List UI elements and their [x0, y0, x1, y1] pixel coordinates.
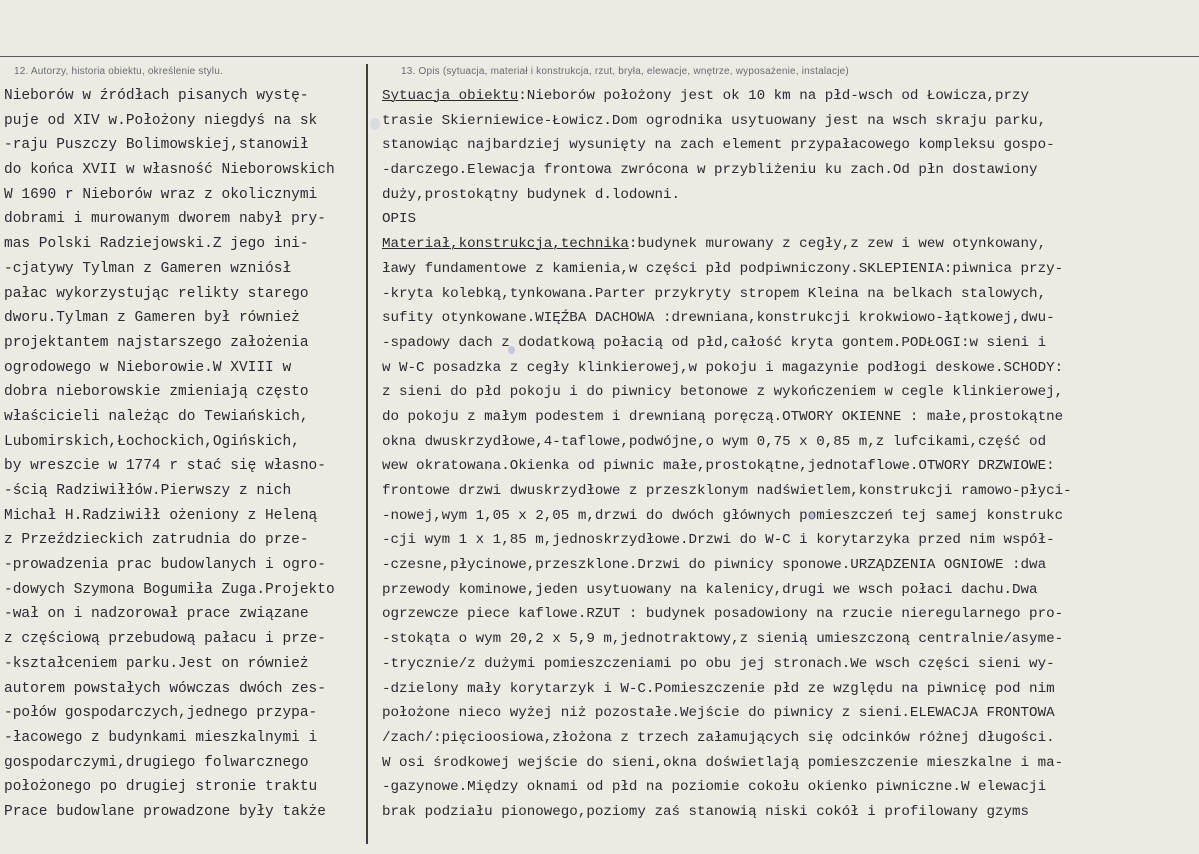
- text-line: [382, 109, 1072, 134]
- text-line: [382, 430, 1072, 455]
- text-line: z Przeździeckich zatrudnia do prze-: [4, 532, 309, 549]
- text-line: -prowadzenia prac budowlanych i ogro-: [4, 557, 326, 574]
- text-line: [382, 232, 1072, 257]
- text-line: [382, 133, 1072, 158]
- text-line: [382, 578, 1072, 603]
- text-line: -ścią Radziwiłłów.Pierwszy z nich: [4, 483, 292, 499]
- left-column-header: 12. Autorzy, historia obiektu, określenie stylu.: [14, 66, 223, 77]
- line-text: :Nieborów położony jest ok 10 km na płd-wsch od Łowicza,przy: [518, 88, 1030, 104]
- text-line: gospodarczymi,drugiego folwarcznego: [4, 754, 309, 771]
- line-text: :budynek murowany z cegły,z zew i wew otynkowany,: [628, 236, 1047, 253]
- text-line: -dowych Szymona Bogumiła Zuga.Projekto: [4, 581, 335, 598]
- text-line: mas Polski Radziejowski.Z jego ini-: [4, 236, 309, 253]
- line-text: -trycznie/z dużymi pomieszczeniami po obu jej stronach.We wsch części sieni wy-: [382, 655, 1055, 672]
- line-text: -czesne,płycinowe,przeszklone.Drzwi do piwnicy sponowe.URZĄDZENIA OGNIOWE :dwa: [382, 557, 1047, 574]
- text-line: W 1690 r Nieborów wraz z okolicznymi: [4, 186, 318, 203]
- text-line: [382, 183, 1072, 208]
- text-line: autorem powstałych wówczas dwóch zes-: [4, 680, 326, 697]
- line-text: ogrzewcze piece kaflowe.RZUT : budynek posadowiony na rzucie nieregularnego pro-: [382, 606, 1064, 623]
- history-text-column: [4, 84, 335, 825]
- line-text: -gazynowe.Między oknami od płd na poziomie cokołu okienko piwniczne.W elewacji: [382, 779, 1047, 796]
- text-line: [382, 454, 1072, 479]
- line-text: stanowiąc najbardziej wysunięty na zach element przypałacowego kompleksu gospo-: [382, 137, 1055, 154]
- text-line: Prace budowlane prowadzone były także: [4, 803, 326, 820]
- text-line: puje od XIV w.Położony niegdyś na sk: [4, 112, 318, 129]
- text-line: Nieborów w źródłach pisanych wystę-: [4, 88, 309, 104]
- text-line: [382, 751, 1072, 776]
- line-text: przewody kominowe,jeden usytuowany na kalenicy,drugi we wsch połaci dachu.Dwa: [382, 581, 1038, 598]
- text-line: ogrodowego w Nieborowie.W XVIII w: [4, 359, 292, 376]
- ink-blot: [808, 512, 815, 520]
- line-text: frontowe drzwi dwuskrzydłowe z przeszklonym nadświetlem,konstrukcji ramowo-płyci-: [382, 483, 1072, 499]
- line-text: do pokoju z małym podestem i drewnianą poręczą.OTWORY OKIENNE : małe,prostokątne: [382, 408, 1064, 425]
- text-line: [382, 282, 1072, 307]
- text-line: [382, 356, 1072, 381]
- text-line: projektantem najstarszego założenia: [4, 334, 309, 351]
- text-line: [382, 331, 1072, 356]
- line-text: OPIS: [382, 211, 417, 228]
- line-text: brak podziału pionowego,poziomy zaś stanowią niski cokół i profilowany gzyms: [382, 803, 1030, 820]
- ink-blot: [508, 346, 515, 354]
- text-line: by wreszcie w 1774 r stać się własno-: [4, 458, 326, 475]
- text-line: dobra nieborowskie zmieniają często: [4, 384, 309, 401]
- line-text: W osi środkowej wejście do sieni,okna doświetlają pomieszczenie mieszkalne i ma-: [382, 754, 1064, 771]
- top-rule: [0, 56, 1199, 57]
- text-line: [382, 528, 1072, 553]
- section-heading: Materiał,konstrukcja,technika: [382, 236, 629, 253]
- line-text: -stokąta o wym 20,2 x 5,9 m,jednotraktowy,z sienią umieszczoną centralnie/asyme-: [382, 631, 1064, 648]
- text-line: -raju Puszczy Bolimowskiej,stanowił: [4, 137, 309, 154]
- text-line: [382, 257, 1072, 282]
- text-line: [382, 207, 1072, 232]
- line-text: w W-C posadzka z cegły klinkierowej,w pokoju i magazynie podłogi deskowe.SCHODY:: [382, 359, 1064, 376]
- line-text: ławy fundamentowe z kamienia,w części płd podpiwniczony.SKLEPIENIA:piwnica przy-: [382, 260, 1064, 277]
- line-text: -kryta kolebką,tynkowana.Parter przykryty stropem Kleina na belkach stalowych,: [382, 285, 1047, 302]
- text-line: [382, 306, 1072, 331]
- ink-blot: [370, 118, 380, 130]
- text-line: -łacowego z budynkami mieszkalnymi i: [4, 729, 318, 746]
- text-line: [382, 800, 1072, 825]
- line-text: sufity otynkowane.WIĘŹBA DACHOWA :drewniana,konstrukcji krokwiowo-łątkowej,dwu-: [382, 310, 1055, 327]
- text-line: -cjatywy Tylman z Gameren wzniósł: [4, 260, 292, 277]
- line-text: z sieni do płd pokoju i do piwnicy betonowe z wykończeniem w cegle klinkierowej,: [382, 384, 1064, 401]
- line-text: -cji wym 1 x 1,85 m,jednoskrzydłowe.Drzwi do W-C i korytarzyka przed nim współ-: [382, 532, 1055, 549]
- line-text: -spadowy dach z dodatkową połacią od płd,całość kryta gontem.PODŁOGI:w sieni i: [382, 334, 1047, 351]
- line-text: trasie Skierniewice-Łowicz.Dom ogrodnika usytuowany jest na wsch skraju parku,: [382, 112, 1047, 129]
- text-line: z częściową przebudową pałacu i prze-: [4, 631, 326, 648]
- line-text: położone nieco wyżej niż pozostałe.Wejście do piwnicy z sieni.ELEWACJA FRONTOWA: [382, 705, 1055, 722]
- line-text: -darczego.Elewacja frontowa zwrócona w przybliżeniu ku zach.Od płn dostawiony: [382, 162, 1038, 179]
- line-text: /zach/:pięcioosiowa,złożona z trzech załamujących się odcinków różnej długości.: [382, 729, 1055, 746]
- text-line: -kształceniem parku.Jest on również: [4, 655, 309, 672]
- text-line: [382, 677, 1072, 702]
- right-column-header: 13. Opis (sytuacja, materiał i konstrukcja, rzut, bryła, elewacje, wnętrze, wyposażenie, instalacje): [401, 66, 849, 77]
- text-line: do końca XVII w własność Nieborowskich: [4, 162, 335, 179]
- text-line: [382, 479, 1072, 504]
- text-line: [382, 84, 1072, 109]
- text-line: Michał H.Radziwiłł ożeniony z Heleną: [4, 507, 318, 524]
- text-line: dobrami i murowanym dworem nabył pry-: [4, 211, 326, 228]
- description-text-column: [382, 84, 1072, 825]
- text-line: [382, 553, 1072, 578]
- text-line: [382, 701, 1072, 726]
- text-line: [382, 775, 1072, 800]
- line-text: okna dwuskrzydłowe,4-taflowe,podwójne,o wym 0,75 x 0,85 m,z lufcikami,część od: [382, 433, 1047, 450]
- column-divider: [366, 64, 368, 844]
- section-heading: Sytuacja obiektu: [382, 88, 519, 104]
- text-line: [382, 405, 1072, 430]
- text-line: pałac wykorzystując relikty starego: [4, 285, 309, 302]
- text-line: położonego po drugiej stronie traktu: [4, 779, 318, 796]
- text-line: właścicieli należąc do Tewiańskich,: [4, 408, 309, 425]
- text-line: [382, 627, 1072, 652]
- text-line: [382, 504, 1072, 529]
- text-line: Lubomirskich,Łochockich,Ogińskich,: [4, 433, 300, 450]
- text-line: -wał on i nadzorował prace związane: [4, 606, 309, 623]
- text-line: -połów gospodarczych,jednego przypa-: [4, 705, 318, 722]
- line-text: -dzielony mały korytarzyk i W-C.Pomieszczenie płd ze względu na piwnicę pod nim: [382, 680, 1055, 697]
- text-line: [382, 726, 1072, 751]
- text-line: [382, 652, 1072, 677]
- text-line: [382, 158, 1072, 183]
- text-line: [382, 380, 1072, 405]
- line-text: duży,prostokątny budynek d.lodowni.: [382, 186, 680, 203]
- line-text: -nowej,wym 1,05 x 2,05 m,drzwi do dwóch głównych pomieszczeń tej samej konstrukc: [382, 507, 1064, 524]
- text-line: [382, 602, 1072, 627]
- text-line: dworu.Tylman z Gameren był również: [4, 310, 300, 327]
- line-text: wew okratowana.Okienka od piwnic małe,prostokątne,jednotaflowe.OTWORY DRZWIOWE:: [382, 458, 1055, 475]
